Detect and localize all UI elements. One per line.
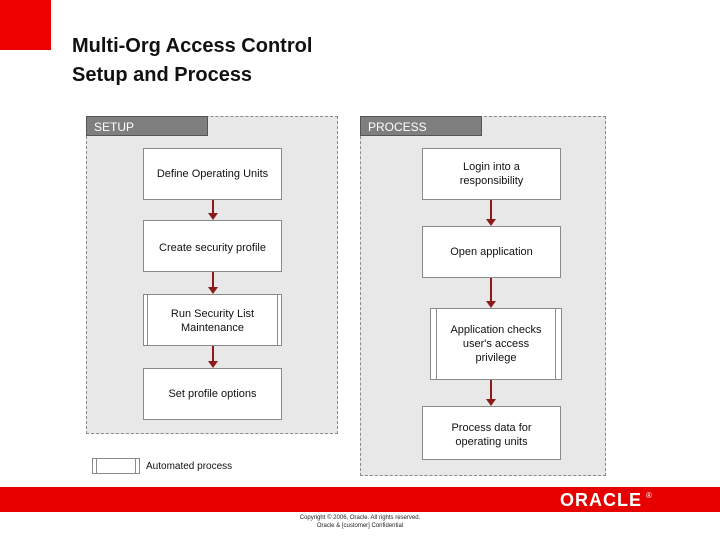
setup-step-label: Set profile options [168,388,257,400]
process-arrow-1 [490,200,492,220]
copyright-notice [250,514,470,530]
setup-header-label: SETUP [94,120,135,134]
process-step-open-application [422,226,561,278]
copyright-line-1: Copyright © 2006, Oracle. All rights reserved. [299,515,421,521]
legend-automated-process-symbol [92,458,140,474]
red-corner-accent [0,0,51,50]
setup-step-label: Create security profile [159,242,266,254]
setup-step-set-profile-options [143,368,282,420]
automated-process-frame [147,295,278,345]
setup-step-run-security-list-maintenance [143,294,282,346]
legend-label: Automated process [146,461,233,472]
process-step-label: Application checks user's access privilege [450,324,542,364]
setup-step-define-operating-units [143,148,282,200]
copyright-line-2: Oracle & [customer] Confidential [316,523,404,529]
process-step-label: Login into a responsibility [459,161,524,187]
setup-arrow-3 [212,346,214,362]
automated-process-frame [436,309,556,379]
registered-mark: ® [646,491,652,500]
slide-title [72,32,312,90]
process-step-label: Process data for operating units [451,422,532,448]
slide-title-line-1: Multi-Org Access Control [72,35,313,57]
slide-title-line-2: Setup and Process [72,64,253,86]
process-header-label: PROCESS [368,120,427,134]
process-step-process-data [422,406,561,460]
setup-step-label: Run Security List Maintenance [170,308,255,334]
setup-arrow-1 [212,200,214,214]
process-arrow-2 [490,278,492,302]
process-arrow-3 [490,380,492,400]
oracle-logo: ORACLE [560,490,642,510]
setup-step-label: Define Operating Units [156,168,269,180]
setup-header-bar [86,116,208,136]
process-step-access-check [430,308,562,380]
process-step-label: Open application [450,246,533,258]
setup-arrow-2 [212,272,214,288]
setup-step-create-security-profile [143,220,282,272]
process-header-bar [360,116,482,136]
process-step-login [422,148,561,200]
